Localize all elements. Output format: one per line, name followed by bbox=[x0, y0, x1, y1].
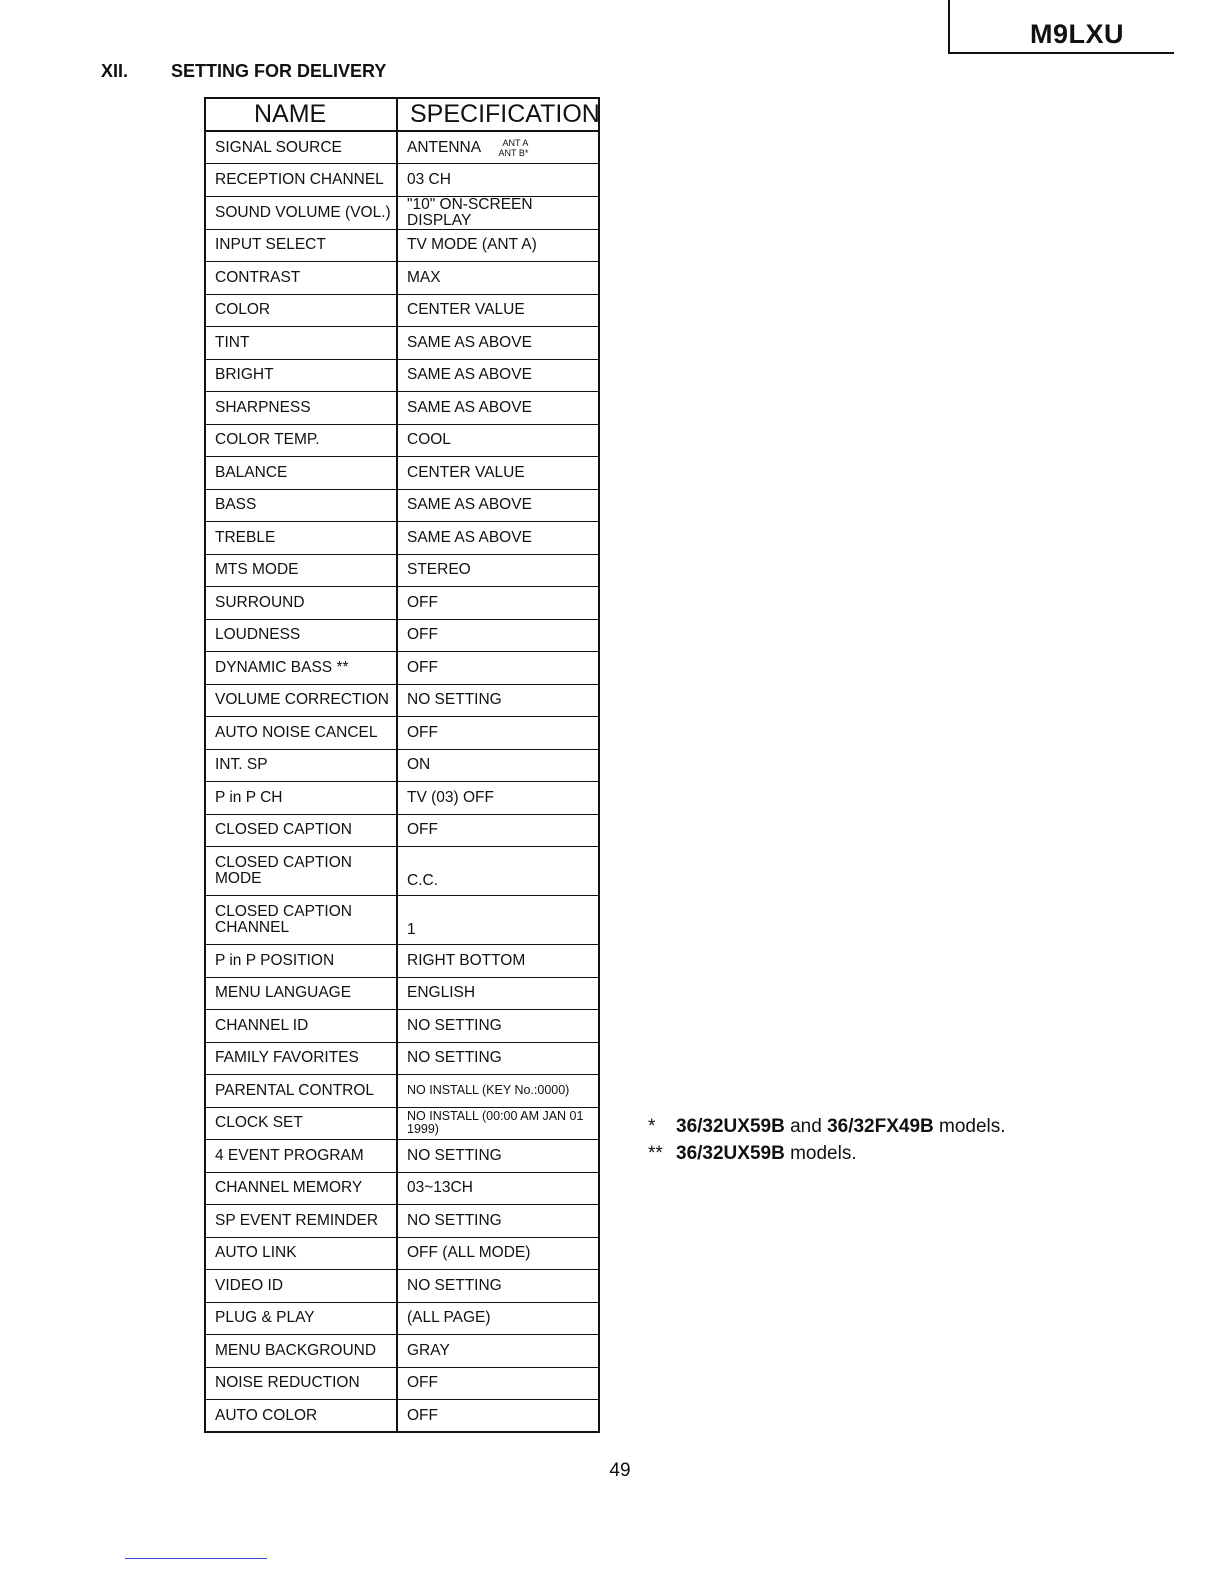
table-row bbox=[205, 977, 599, 1010]
setting-value: (ALL PAGE) bbox=[397, 1302, 599, 1335]
setting-name: TREBLE bbox=[205, 522, 397, 555]
setting-value: SAME AS ABOVE bbox=[397, 392, 599, 425]
table-row bbox=[205, 1107, 599, 1140]
setting-value: SAME AS ABOVE bbox=[397, 327, 599, 360]
footnote-suffix: models. bbox=[939, 1116, 1006, 1137]
table-row-signal-source bbox=[205, 131, 599, 164]
setting-value: 03 CH bbox=[397, 164, 599, 197]
setting-name: P in P CH bbox=[205, 782, 397, 815]
table-row bbox=[205, 196, 599, 229]
setting-name: VIDEO ID bbox=[205, 1270, 397, 1303]
setting-name: P in P POSITION bbox=[205, 945, 397, 978]
footnote-mark: ** bbox=[648, 1143, 663, 1164]
setting-name: INT. SP bbox=[205, 749, 397, 782]
setting-value: SAME AS ABOVE bbox=[397, 522, 599, 555]
setting-value: NO SETTING bbox=[397, 1140, 599, 1173]
table-row bbox=[205, 1367, 599, 1400]
table-header-row bbox=[205, 98, 599, 131]
table-row bbox=[205, 1205, 599, 1238]
setting-name: INPUT SELECT bbox=[205, 229, 397, 262]
setting-value: C.C. bbox=[397, 847, 599, 896]
table-row bbox=[205, 1172, 599, 1205]
antenna-sub-options bbox=[499, 138, 529, 158]
column-header-name: NAME bbox=[205, 98, 397, 131]
setting-value: OFF bbox=[397, 1367, 599, 1400]
setting-value: ENGLISH bbox=[397, 977, 599, 1010]
setting-value: SAME AS ABOVE bbox=[397, 489, 599, 522]
table-row bbox=[205, 424, 599, 457]
setting-value: 1 bbox=[397, 896, 599, 945]
setting-name: CONTRAST bbox=[205, 262, 397, 295]
table-row bbox=[205, 392, 599, 425]
setting-value: OFF bbox=[397, 619, 599, 652]
setting-name: DYNAMIC BASS ** bbox=[205, 652, 397, 685]
table-row bbox=[205, 1042, 599, 1075]
footnote-single-star bbox=[648, 1116, 1006, 1143]
setting-value: NO SETTING bbox=[397, 1042, 599, 1075]
table-row bbox=[205, 294, 599, 327]
setting-value: STEREO bbox=[397, 554, 599, 587]
setting-name: VOLUME CORRECTION bbox=[205, 684, 397, 717]
setting-name: AUTO LINK bbox=[205, 1237, 397, 1270]
setting-name: CHANNEL ID bbox=[205, 1010, 397, 1043]
antenna-option-b: ANT B* bbox=[498, 147, 529, 158]
setting-name: AUTO NOISE CANCEL bbox=[205, 717, 397, 750]
setting-value: NO SETTING bbox=[397, 1205, 599, 1238]
setting-name: CLOSED CAPTION CHANNEL bbox=[205, 896, 397, 945]
table-row bbox=[205, 782, 599, 815]
table-row bbox=[205, 1335, 599, 1368]
table-row bbox=[205, 1010, 599, 1043]
table-row bbox=[205, 847, 599, 896]
setting-value-main: ANTENNA bbox=[407, 138, 481, 156]
table-row bbox=[205, 684, 599, 717]
setting-name: CLOSED CAPTION bbox=[205, 814, 397, 847]
setting-value: SAME AS ABOVE bbox=[397, 359, 599, 392]
setting-name: MTS MODE bbox=[205, 554, 397, 587]
footnotes bbox=[648, 1116, 1006, 1170]
table-row bbox=[205, 749, 599, 782]
setting-value: TV MODE (ANT A) bbox=[397, 229, 599, 262]
setting-name: SP EVENT REMINDER bbox=[205, 1205, 397, 1238]
table-row bbox=[205, 489, 599, 522]
footnote-model: 36/32UX59B bbox=[676, 1143, 785, 1164]
setting-name: BASS bbox=[205, 489, 397, 522]
setting-name: CLOSED CAPTION MODE bbox=[205, 847, 397, 896]
setting-value: TV (03) OFF bbox=[397, 782, 599, 815]
setting-name: COLOR TEMP. bbox=[205, 424, 397, 457]
table-row bbox=[205, 262, 599, 295]
setting-name: RECEPTION CHANNEL bbox=[205, 164, 397, 197]
footnote-model: 36/32FX49B bbox=[827, 1116, 934, 1137]
setting-name: LOUDNESS bbox=[205, 619, 397, 652]
table-row bbox=[205, 522, 599, 555]
setting-name: MENU LANGUAGE bbox=[205, 977, 397, 1010]
setting-value: NO SETTING bbox=[397, 684, 599, 717]
setting-name: 4 EVENT PROGRAM bbox=[205, 1140, 397, 1173]
setting-value: COOL bbox=[397, 424, 599, 457]
table-row bbox=[205, 652, 599, 685]
setting-name: SHARPNESS bbox=[205, 392, 397, 425]
setting-name: PLUG & PLAY bbox=[205, 1302, 397, 1335]
table-row bbox=[205, 945, 599, 978]
setting-name: MENU BACKGROUND bbox=[205, 1335, 397, 1368]
setting-value: NO INSTALL (KEY No.:0000) bbox=[397, 1075, 599, 1108]
table-row bbox=[205, 359, 599, 392]
setting-value: ON bbox=[397, 749, 599, 782]
setting-value: CENTER VALUE bbox=[397, 457, 599, 490]
setting-name: BALANCE bbox=[205, 457, 397, 490]
footnote-suffix: models. bbox=[790, 1143, 857, 1164]
table-row bbox=[205, 587, 599, 620]
setting-value bbox=[397, 131, 599, 164]
table-row bbox=[205, 554, 599, 587]
setting-name: TINT bbox=[205, 327, 397, 360]
footnote-joiner: and bbox=[790, 1116, 822, 1137]
table-row bbox=[205, 457, 599, 490]
bottom-rule bbox=[125, 1558, 267, 1559]
setting-value: OFF (ALL MODE) bbox=[397, 1237, 599, 1270]
column-header-specification: SPECIFICATION bbox=[397, 98, 599, 131]
setting-name: BRIGHT bbox=[205, 359, 397, 392]
setting-name: SOUND VOLUME (VOL.) bbox=[205, 196, 397, 229]
setting-name: NOISE REDUCTION bbox=[205, 1367, 397, 1400]
footnote-mark: * bbox=[648, 1116, 656, 1137]
setting-value: MAX bbox=[397, 262, 599, 295]
setting-name: SURROUND bbox=[205, 587, 397, 620]
table-row bbox=[205, 327, 599, 360]
table-row bbox=[205, 1140, 599, 1173]
setting-name: PARENTAL CONTROL bbox=[205, 1075, 397, 1108]
footnote-model: 36/32UX59B bbox=[676, 1116, 785, 1137]
setting-value: GRAY bbox=[397, 1335, 599, 1368]
model-code-box bbox=[948, 0, 1174, 54]
setting-name: AUTO COLOR bbox=[205, 1400, 397, 1433]
table-row bbox=[205, 1302, 599, 1335]
setting-value: OFF bbox=[397, 652, 599, 685]
section-number: XII. bbox=[101, 61, 129, 81]
section-title: SETTING FOR DELIVERY bbox=[171, 61, 387, 81]
setting-value: OFF bbox=[397, 587, 599, 620]
antenna-option-a: ANT A bbox=[502, 137, 529, 148]
setting-name: CLOCK SET bbox=[205, 1107, 397, 1140]
setting-value: 03~13CH bbox=[397, 1172, 599, 1205]
model-code: M9LXU bbox=[1029, 19, 1124, 49]
setting-value: NO INSTALL (00:00 AM JAN 01 1999) bbox=[397, 1107, 599, 1140]
setting-value: "10" ON-SCREEN DISPLAY bbox=[397, 196, 599, 229]
setting-value: NO SETTING bbox=[397, 1270, 599, 1303]
setting-value: OFF bbox=[397, 717, 599, 750]
table-row bbox=[205, 814, 599, 847]
settings-table bbox=[204, 97, 600, 1433]
table-row bbox=[205, 164, 599, 197]
setting-name: COLOR bbox=[205, 294, 397, 327]
setting-value: OFF bbox=[397, 1400, 599, 1433]
setting-name: SIGNAL SOURCE bbox=[205, 131, 397, 164]
setting-value: OFF bbox=[397, 814, 599, 847]
table-row bbox=[205, 717, 599, 750]
table-row bbox=[205, 229, 599, 262]
table-row bbox=[205, 896, 599, 945]
setting-value: CENTER VALUE bbox=[397, 294, 599, 327]
table-row bbox=[205, 1400, 599, 1433]
table-row bbox=[205, 1075, 599, 1108]
setting-name: FAMILY FAVORITES bbox=[205, 1042, 397, 1075]
table-row bbox=[205, 619, 599, 652]
setting-value: RIGHT BOTTOM bbox=[397, 945, 599, 978]
setting-name: CHANNEL MEMORY bbox=[205, 1172, 397, 1205]
table-row bbox=[205, 1270, 599, 1303]
setting-value: NO SETTING bbox=[397, 1010, 599, 1043]
table-row bbox=[205, 1237, 599, 1270]
footnote-double-star bbox=[648, 1143, 1006, 1170]
page-number: 49 bbox=[609, 1460, 631, 1481]
